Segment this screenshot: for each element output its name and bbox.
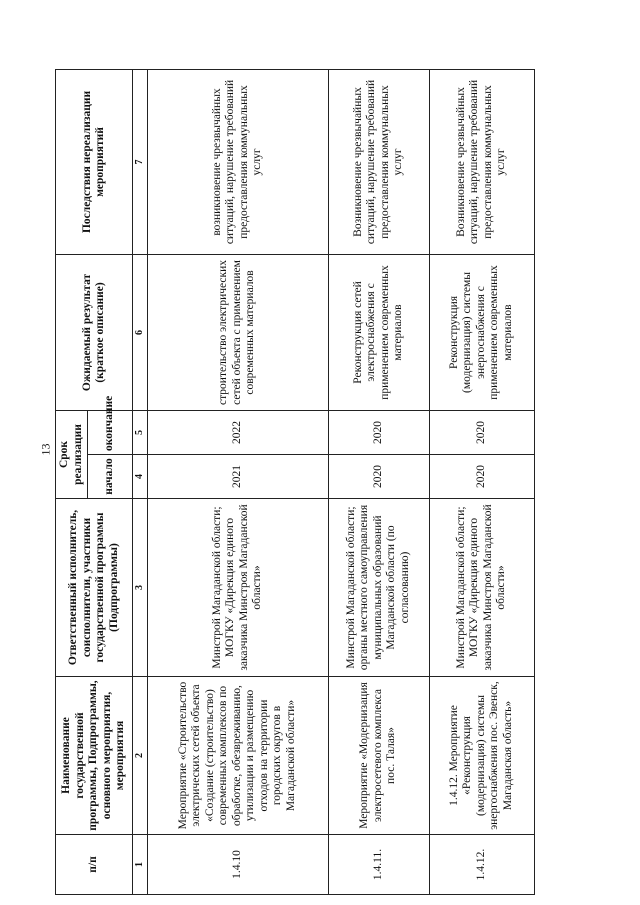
start-year: 2020 — [328, 455, 429, 499]
header-period: Срок реализации — [56, 410, 88, 498]
header-name: Наименование государственной программы, Подпрограммы, основного мероприятия, мероприятия — [56, 677, 133, 835]
consequences: Возникновение чрезвычайных ситуаций, нарушение требований предоставления коммунальных услуг — [429, 69, 534, 254]
expected-result: строительство электрических сетей объекта с применением современных материалов — [147, 254, 328, 410]
header-consequences: Последствия нереализации мероприятий — [56, 69, 133, 254]
consequences: Возникновение чрезвычайных ситуаций, нарушение требований предоставления коммунальных услуг — [328, 69, 429, 254]
column-number: 3 — [133, 499, 148, 677]
row-number: 1.4.12. — [429, 835, 534, 895]
end-year: 2022 — [147, 410, 328, 454]
start-year: 2021 — [147, 455, 328, 499]
column-number: 4 — [133, 455, 148, 499]
column-number: 5 — [133, 410, 148, 454]
page-number: 13 — [38, 443, 53, 456]
header-end: окончание — [88, 410, 133, 454]
end-year: 2020 — [328, 410, 429, 454]
start-year: 2020 — [429, 455, 534, 499]
table-row — [429, 69, 534, 894]
header-row-1 — [56, 69, 88, 894]
column-number: 6 — [133, 254, 148, 410]
header-executor: Ответственный исполнитель, соисполнители, участники государственной программы (Подпрограммы) — [56, 499, 133, 677]
executor: Минстрой Магаданской области; МОГКУ «Дирекция единого заказчика Минстроя Магаданской области» — [429, 499, 534, 677]
executor: Минстрой Магаданской области; МОГКУ «Дирекция единого заказчика Минстроя Магаданской области» — [147, 499, 328, 677]
measure-name: 1.4.12. Мероприятие «Реконструкция (модернизация) системы энергоснабжения пос. Эвенск, Магаданская область» — [429, 677, 534, 835]
expected-result: Реконструкция сетей электроснабжения с применением современных материалов — [328, 254, 429, 410]
rotated-table-page — [55, 70, 555, 895]
table-row — [147, 69, 328, 894]
header-result: Ожидаемый результат (краткое описание) — [56, 254, 133, 410]
executor: Минстрой Магаданской области; органы местного самоуправления муниципальных образований Магаданской области (по согласованию) — [328, 499, 429, 677]
column-number: 2 — [133, 677, 148, 835]
measures-table — [55, 69, 535, 895]
header-start: начало — [88, 455, 133, 499]
column-numbers-row — [133, 69, 148, 894]
end-year: 2020 — [429, 410, 534, 454]
measure-name: Мероприятие «Строительство электрических сетей объекта «Создание (строительство) современных комплексов по обработке, обезвреживанию, утилизации и размещению отходов на территории городских округов в Магаданской области» — [147, 677, 328, 835]
row-number: 1.4.11. — [328, 835, 429, 895]
row-number: 1.4.10 — [147, 835, 328, 895]
column-number: 1 — [133, 835, 148, 895]
measure-name: Мероприятие «Модернизация электросетевого комплекса пос. Талая» — [328, 677, 429, 835]
consequences: возникновение чрезвычайных ситуаций, нарушение требований предоставления коммунальных услуг — [147, 69, 328, 254]
header-no: п/п — [56, 835, 133, 895]
column-number: 7 — [133, 69, 148, 254]
expected-result: Реконструкция (модернизация) системы энергоснабжения с применением современных материалов — [429, 254, 534, 410]
table-row — [328, 69, 429, 894]
